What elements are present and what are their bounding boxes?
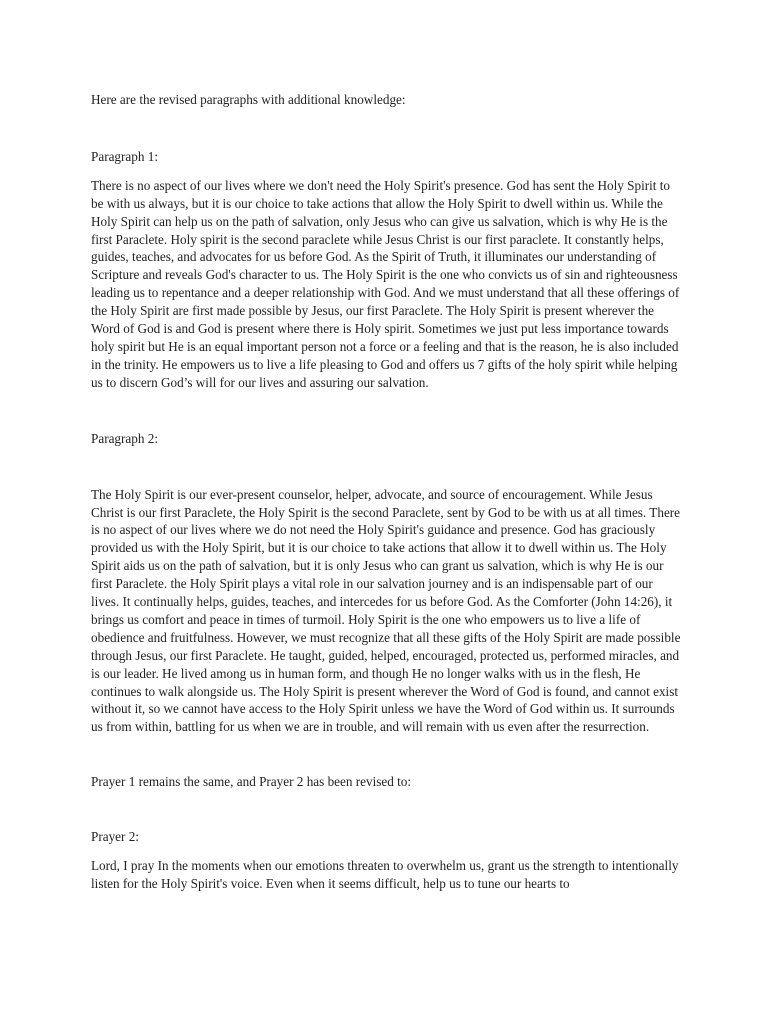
paragraph-2-heading: Paragraph 2: (91, 430, 159, 446)
paragraph-2-body: The Holy Spirit is our ever-present counselor, helper, advocate, and source of encouragement. While Jesus Christ is our first Paraclete, the Holy Spirit is the second Paraclete, sent by God to be with us at all times. There is no aspect of our lives where we do not need the Holy Spirit's guidance and presence. God has graciously provided us with the Holy Spirit, but it is our choice to take actions that allow it to dwell within us. The Holy Spirit aids us on the path of salvation, but it is only Jesus who can grant us salvation, which is why He is our first Paraclete. the Holy Spirit plays a vital role in our salvation journey and is an indispensable part of our lives. It continually helps, guides, teaches, and intercedes for us before God. As the Comforter (John 14:26), it brings us comfort and peace in times of turmoil. Holy Spirit is the one who empowers us to live a life of obedience and fruitfulness. However, we must recognize that all these gifts of the Holy Spirit are made possible through Jesus, our first Paraclete. He taught, guided, helped, encouraged, protected us, performed miracles, and is our leader. He lived among us in human form, and though He no longer walks with us in the flesh, He continues to walk alongside us. The Holy Spirit is present wherever the Word of God is found, and cannot exist without it, so we cannot have access to the Holy Spirit unless we have the Word of God within us. It surrounds us from within, battling for us when we are in trouble, and will remain with us even after the resurrection. (91, 486, 681, 735)
prayer-revision-note: Prayer 1 remains the same, and Prayer 2 has been revised to: (91, 774, 412, 790)
prayer-2-heading: Prayer 2: (91, 829, 139, 845)
paragraph-1-body: There is no aspect of our lives where we don't need the Holy Spirit's presence. God has sent the Holy Spirit to be with us always, but it is our choice to take actions that allow the Holy Spirit to dwell within us. While the Holy Spirit can help us on the path of salvation, only Jesus who can give us salvation, which is why He is the first Paraclete. Holy spirit is the second paraclete while Jesus Christ is our first paraclete. It constantly helps, guides, teaches, and advocates for us before God. As the Spirit of Truth, it illuminates our understanding of Scripture and reveals God's character to us. The Holy Spirit is the one who convicts us of sin and righteousness leading us to repentance and a deeper relationship with God. And we must understand that all these offerings of the Holy Spirit are first made possible by Jesus, our first Paraclete. The Holy Spirit is present wherever the Word of God is and God is present where there is Holy spirit. Sometimes we just put less importance towards holy spirit but He is an equal important person not a force or a feeling and that is the reason, he is also included in the trinity. He empowers us to live a life pleasing to God and offers us 7 gifts of the holy spirit while helping us to discern God’s will for our lives and assuring our salvation. (91, 177, 680, 390)
paragraph-1-heading: Paragraph 1: (91, 148, 159, 164)
document-page (91, 91, 681, 893)
prayer-2-body: Lord, I pray In the moments when our emotions threaten to overwhelm us, grant us the strength to intentionally listen for the Holy Spirit's voice. Even when it seems difficult, help us to tune our hearts to (91, 858, 679, 891)
intro-text: Here are the revised paragraphs with additional knowledge: (91, 92, 406, 107)
